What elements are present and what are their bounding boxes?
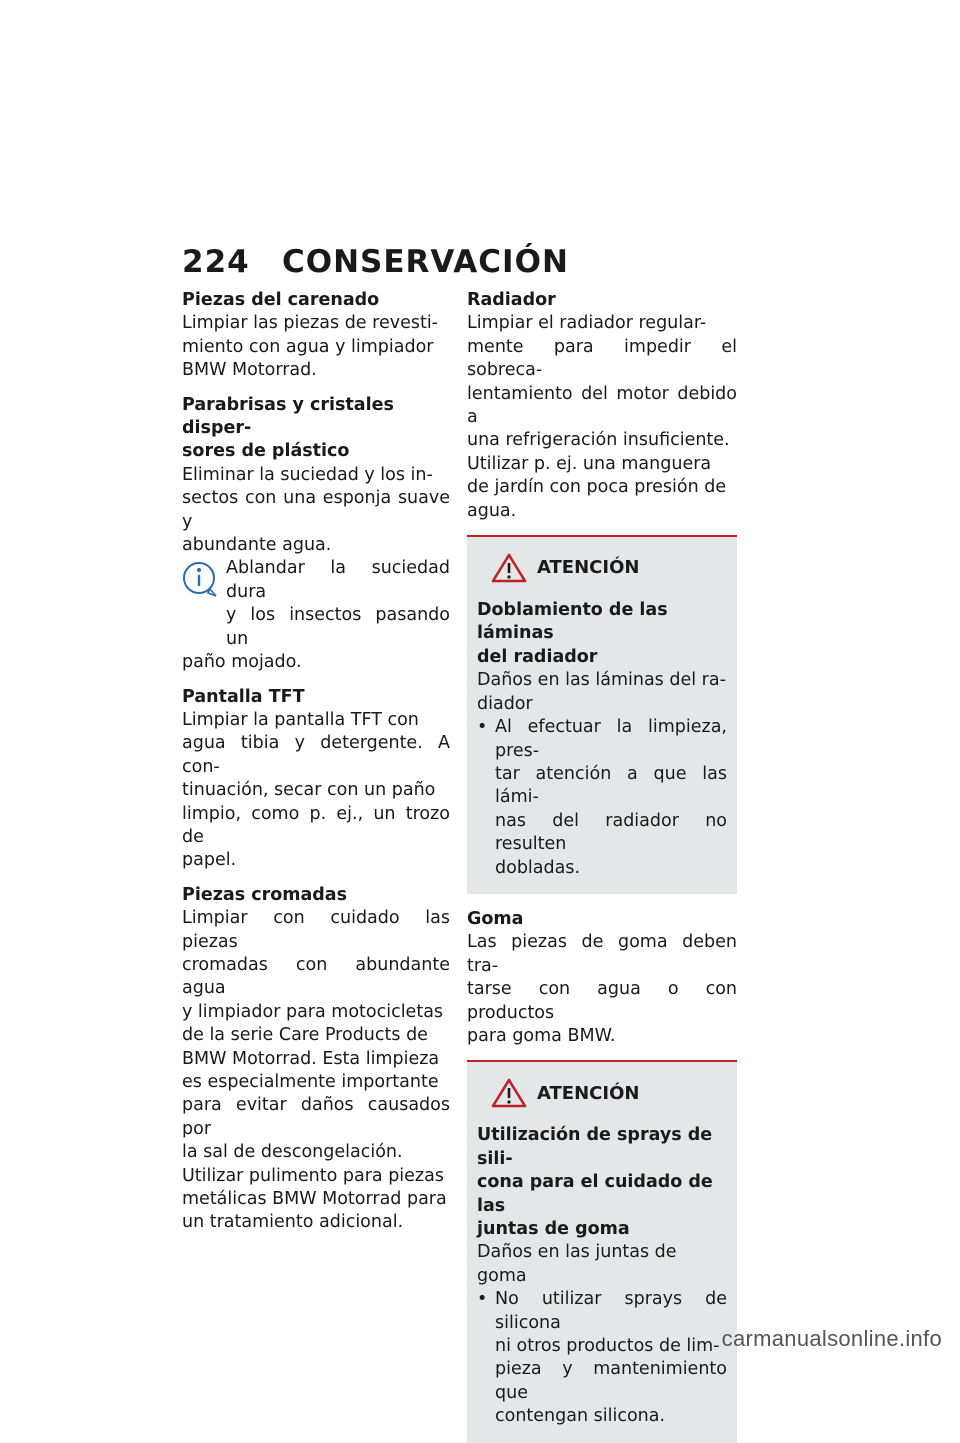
heading-cromadas: Piezas cromadas: [182, 884, 348, 905]
bullet-line: tar atención a que las lámi-: [495, 763, 727, 808]
text-line: Utilizar p. ej. una manguera: [467, 453, 712, 474]
text-line: Limpiar el radiador regular-: [467, 313, 707, 334]
info-text-line: y los insectos pasando un: [226, 605, 450, 649]
text-line: un tratamiento adicional.: [182, 1212, 404, 1233]
bullet-line: pieza y mantenimiento que: [495, 1359, 727, 1403]
attention-bullet: [477, 1288, 727, 1428]
text-line: papel.: [182, 850, 237, 871]
attention-title: [477, 553, 727, 583]
text-line: Utilizar pulimento para piezas: [182, 1165, 444, 1186]
section-parabrisas: [182, 394, 450, 675]
bullet-line: ni otros productos de lim-: [495, 1336, 720, 1357]
text-line: y limpiador para motocicletas: [182, 1001, 444, 1022]
text-line: de la serie Care Products de: [182, 1025, 428, 1046]
warning-triangle-icon: [491, 1078, 527, 1108]
section-title: CONSERVACIÓN: [282, 244, 569, 280]
attention-consequence: diador: [477, 693, 533, 714]
text-line: mente para impedir el sobreca-: [467, 336, 737, 381]
heading-carenado: Piezas del carenado: [182, 290, 380, 310]
attention-box-goma: [467, 1060, 737, 1442]
text-line: lentamiento del motor debido a: [467, 383, 737, 428]
text-line: abundante agua.: [182, 535, 332, 556]
text-line: sectos con una esponja suave y: [182, 488, 450, 532]
text-line: agua.: [467, 500, 517, 521]
text-line: cromadas con abundante agua: [182, 954, 450, 999]
section-radiador: [467, 289, 737, 523]
text-line: de jardín con poca presión de: [467, 477, 727, 498]
attention-consequence: Daños en las juntas de goma: [477, 1242, 677, 1286]
heading-tft: Pantalla TFT: [182, 686, 305, 707]
watermark: carmanualsonline.info: [721, 1326, 942, 1351]
info-icon: [182, 559, 220, 599]
info-text-line: Ablandar la suciedad dura: [226, 558, 450, 602]
text-line: Las piezas de goma deben tra-: [467, 932, 737, 976]
right-column: [467, 289, 737, 1443]
text-line: metálicas BMW Motorrad para: [182, 1189, 447, 1210]
info-note: [182, 557, 450, 674]
text-line: la sal de descongelación.: [182, 1142, 403, 1163]
page-number: 224: [182, 244, 250, 280]
text-line: BMW Motorrad.: [182, 360, 317, 381]
heading-goma: Goma: [467, 908, 524, 929]
text-line: Eliminar la suciedad y los in-: [182, 464, 433, 485]
heading-radiador: Radiador: [467, 290, 556, 310]
attention-subheading: juntas de goma: [477, 1219, 630, 1239]
section-tft: [182, 686, 450, 873]
attention-consequence: Daños en las láminas del ra-: [477, 670, 726, 691]
attention-label: ATENCIÓN: [537, 557, 640, 579]
text-line: para goma BMW.: [467, 1025, 616, 1046]
text-line: Limpiar las piezas de revesti-: [182, 313, 438, 334]
bullet-line: • No utilizar sprays de silicona: [495, 1289, 727, 1333]
warning-triangle-icon: [491, 553, 527, 583]
text-line: BMW Motorrad. Esta limpieza: [182, 1048, 440, 1069]
attention-title: [477, 1078, 727, 1108]
section-carenado: [182, 289, 450, 383]
attention-subheading: del radiador: [477, 646, 598, 667]
info-text-line: paño mojado.: [182, 652, 302, 673]
attention-bullet: [477, 716, 727, 880]
section-goma: [467, 908, 737, 1048]
text-line: es especialmente importante: [182, 1072, 439, 1092]
attention-subheading: Doblamiento de las láminas: [477, 600, 668, 644]
attention-label: ATENCIÓN: [537, 1082, 640, 1104]
attention-subheading: Utilización de sprays de sili-: [477, 1125, 713, 1169]
left-column: [182, 289, 450, 1235]
attention-subheading: cona para el cuidado de las: [477, 1172, 713, 1216]
bullet-line: nas del radiador no resulten: [495, 810, 727, 855]
text-line: Limpiar con cuidado las piezas: [182, 908, 450, 952]
text-line: Limpiar la pantalla TFT con: [182, 709, 419, 730]
section-cromadas: [182, 884, 450, 1235]
bullet-line: • Al efectuar la limpieza, pres-: [495, 717, 727, 761]
heading-parabrisas-line1: Parabrisas y cristales disper-: [182, 394, 394, 439]
text-line: tinuación, secar con un paño: [182, 780, 436, 801]
text-line: para evitar daños causados por: [182, 1095, 450, 1139]
page-header: [182, 244, 569, 280]
attention-box-radiador: [467, 535, 737, 894]
text-line: miento con agua y limpiador: [182, 336, 434, 357]
text-line: tarse con agua o con productos: [467, 979, 737, 1023]
text-line: una refrigeración insuficiente.: [467, 430, 730, 451]
heading-parabrisas-line2: sores de plástico: [182, 441, 350, 462]
text-line: agua tibia y detergente. A con-: [182, 733, 450, 777]
bullet-line: contengan silicona.: [495, 1406, 666, 1427]
bullet-line: dobladas.: [495, 857, 581, 878]
text-line: limpio, como p. ej., un trozo de: [182, 803, 450, 847]
